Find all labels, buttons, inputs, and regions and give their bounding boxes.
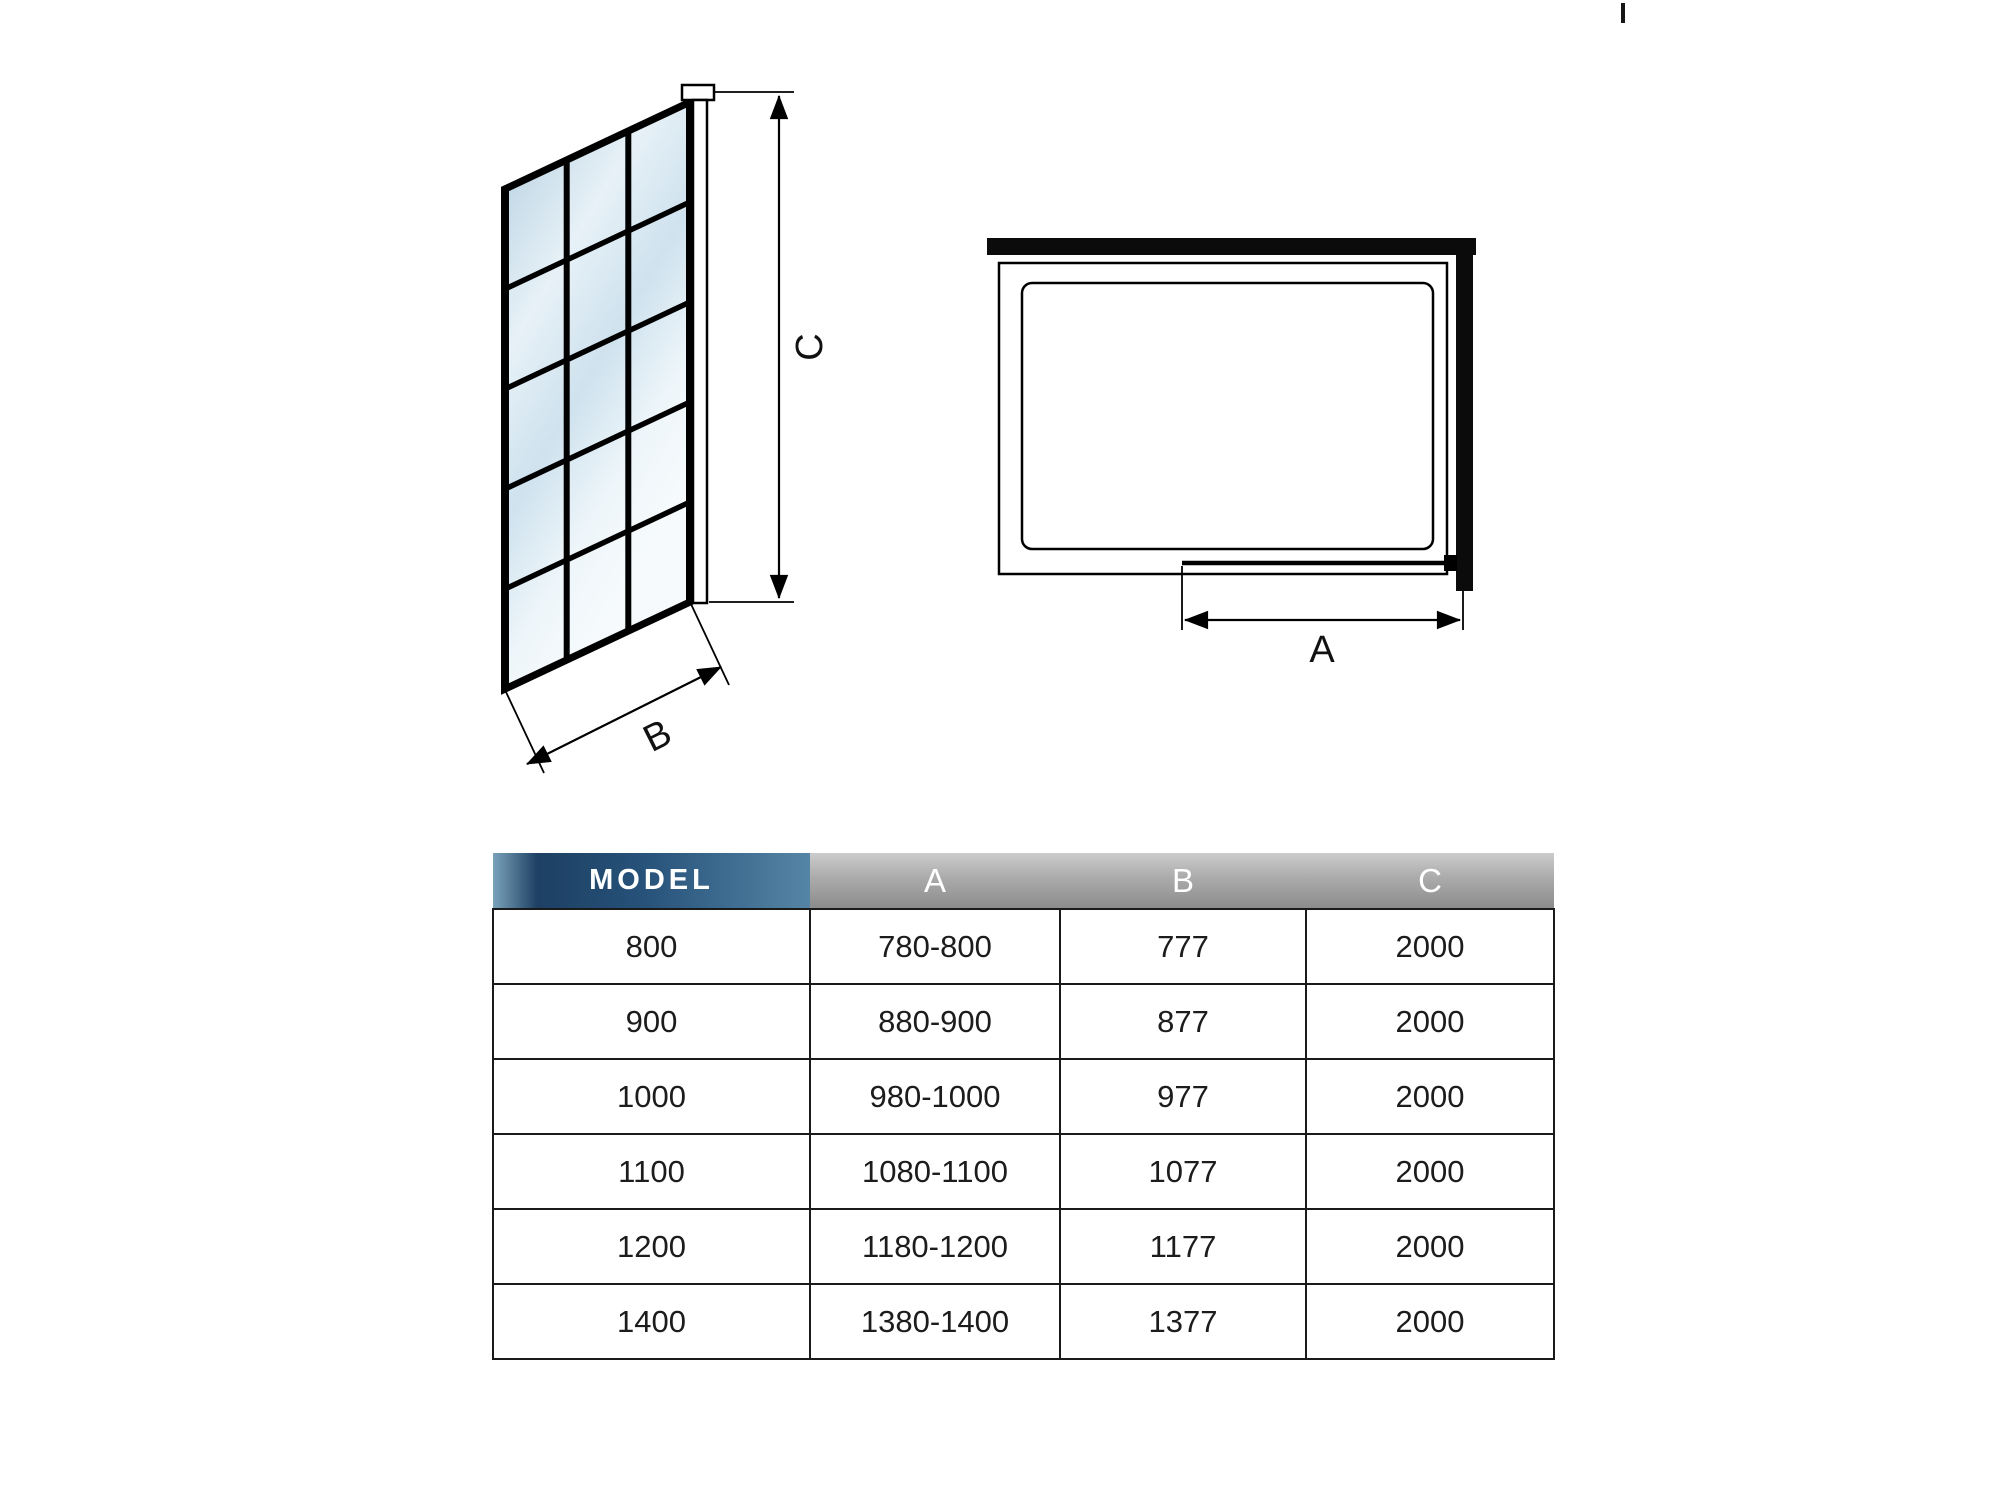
cell-b: 1377 [1060, 1284, 1306, 1359]
cell-a: 1180-1200 [810, 1209, 1060, 1284]
cell-c: 2000 [1306, 1284, 1554, 1359]
table-row [493, 1284, 1554, 1359]
dimension-label-a: A [1309, 629, 1335, 671]
cell-c: 2000 [1306, 909, 1554, 984]
table-header-model: MODEL [493, 853, 810, 909]
wall-top [987, 238, 1476, 255]
table-header-b: B [1060, 853, 1306, 909]
tray-basin [1022, 283, 1433, 549]
dimension-table [492, 853, 1555, 1360]
table-row [493, 984, 1554, 1059]
cell-b: 977 [1060, 1059, 1306, 1134]
cell-a: 880-900 [810, 984, 1060, 1059]
cell-c: 2000 [1306, 1209, 1554, 1284]
table-row [493, 1134, 1554, 1209]
cell-b: 1077 [1060, 1134, 1306, 1209]
glass-panel [505, 102, 690, 689]
cell-a: 1080-1100 [810, 1134, 1060, 1209]
dimension-c [709, 92, 794, 602]
table-row [493, 1209, 1554, 1284]
cell-b: 1177 [1060, 1209, 1306, 1284]
wall-profile-cap [682, 85, 714, 100]
cell-b: 877 [1060, 984, 1306, 1059]
table-row [493, 909, 1554, 984]
cell-model: 900 [493, 984, 810, 1059]
dimension-a [1182, 566, 1463, 630]
wall-right [1456, 238, 1473, 591]
table-header-row [493, 853, 1554, 909]
front-view-diagram [460, 75, 860, 805]
cell-model: 800 [493, 909, 810, 984]
dimension-label-b: B [636, 711, 679, 761]
page-edge-mark [1621, 3, 1625, 23]
cell-a: 1380-1400 [810, 1284, 1060, 1359]
cell-model: 1200 [493, 1209, 810, 1284]
cell-c: 2000 [1306, 984, 1554, 1059]
cell-a: 980-1000 [810, 1059, 1060, 1134]
plan-view-diagram [975, 230, 1495, 700]
cell-model: 1400 [493, 1284, 810, 1359]
cell-b: 777 [1060, 909, 1306, 984]
wall-profile [693, 100, 707, 603]
cell-c: 2000 [1306, 1059, 1554, 1134]
cell-c: 2000 [1306, 1134, 1554, 1209]
cell-a: 780-800 [810, 909, 1060, 984]
table-row [493, 1059, 1554, 1134]
cell-model: 1100 [493, 1134, 810, 1209]
table-header-a: A [810, 853, 1060, 909]
cell-model: 1000 [493, 1059, 810, 1134]
table-header-c: C [1306, 853, 1554, 909]
dimension-label-c: C [789, 333, 831, 361]
support-bar-wall-bracket [1444, 555, 1457, 571]
